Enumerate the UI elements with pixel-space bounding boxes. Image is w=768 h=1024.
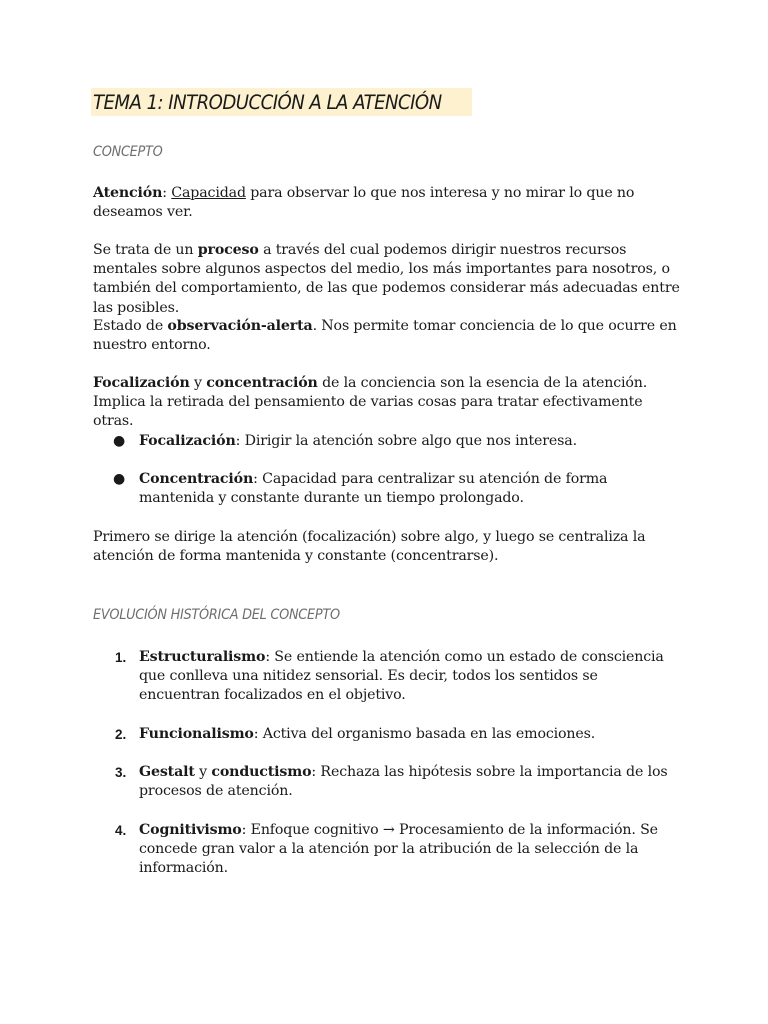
list-text: Funcionalismo: Activa del organismo basada en las emociones. bbox=[139, 726, 596, 742]
list-item bbox=[93, 470, 683, 508]
section-heading-concepto: CONCEPTO bbox=[93, 144, 163, 160]
bullet-text: Focalización: Dirigir la atención sobre algo que nos interesa. bbox=[139, 433, 577, 449]
paragraph-observacion: Estado de observación-alerta. Nos permite tomar conciencia de lo que ocurre en nuestro entorno. bbox=[93, 318, 677, 354]
bullet-marker: ● bbox=[113, 433, 126, 449]
paragraph-proceso: Se trata de un proceso a través del cual podemos dirigir nuestros recursos mentales sobre algunos aspectos del medio, los más importantes para nosotros, o también del comportamiento, de las que podemos considerar más adecuadas entre las posibles. bbox=[93, 242, 680, 316]
bullet-text: Concentración: Capacidad para centralizar su atención de forma mantenida y constante durante un tiempo prolongado. bbox=[139, 471, 608, 507]
list-number: 3. bbox=[115, 765, 127, 780]
paragraph-focalizacion-concentracion: Focalización y concentración de la conciencia son la esencia de la atención. Implica la retirada del pensamiento de varias cosas para tratar efectivamente otras. bbox=[93, 375, 648, 430]
section-heading-evolucion: EVOLUCIÓN HISTÓRICA DEL CONCEPTO bbox=[93, 607, 340, 623]
list-text: Gestalt y conductismo: Rechaza las hipótesis sobre la importancia de los procesos de atención. bbox=[139, 764, 668, 800]
title-highlight bbox=[91, 88, 472, 116]
list-item bbox=[93, 821, 683, 879]
term-proceso: proceso bbox=[197, 242, 259, 258]
term-observacion-alerta: observación-alerta bbox=[167, 318, 313, 334]
paragraph-primero: Primero se dirige la atención (focalización) sobre algo, y luego se centraliza la atención de forma mantenida y constante (concentrarse). bbox=[93, 529, 646, 565]
list-text: Estructuralismo: Se entiende la atención como un estado de consciencia que conlleva una nitidez sensorial. Es decir, todos los sentidos se encuentran focalizados en el objetivo. bbox=[139, 649, 664, 704]
list-number: 2. bbox=[115, 727, 127, 742]
title-block bbox=[93, 88, 683, 116]
list-item bbox=[93, 648, 683, 706]
list-item bbox=[93, 432, 683, 451]
term-concentracion: concentración bbox=[206, 375, 318, 391]
list-number: 1. bbox=[115, 650, 127, 665]
paragraph-atencion: Atención: Capacidad para observar lo que nos interesa y no mirar lo que no deseamos ver. bbox=[93, 185, 635, 221]
list-item bbox=[93, 763, 683, 801]
term-capacidad: Capacidad bbox=[171, 185, 246, 201]
list-text: Cognitivismo: Enfoque cognitivo → Procesamiento de la información. Se concede gran valor a la atención por la atribución de la selección de la información. bbox=[139, 822, 658, 877]
term-atencion: Atención bbox=[93, 185, 163, 201]
bullet-marker: ● bbox=[113, 471, 126, 487]
list-number: 4. bbox=[115, 823, 127, 838]
page-title: TEMA 1: INTRODUCCIÓN A LA ATENCIÓN bbox=[93, 91, 442, 114]
term-focalizacion: Focalización bbox=[93, 375, 190, 391]
list-item bbox=[93, 725, 683, 744]
